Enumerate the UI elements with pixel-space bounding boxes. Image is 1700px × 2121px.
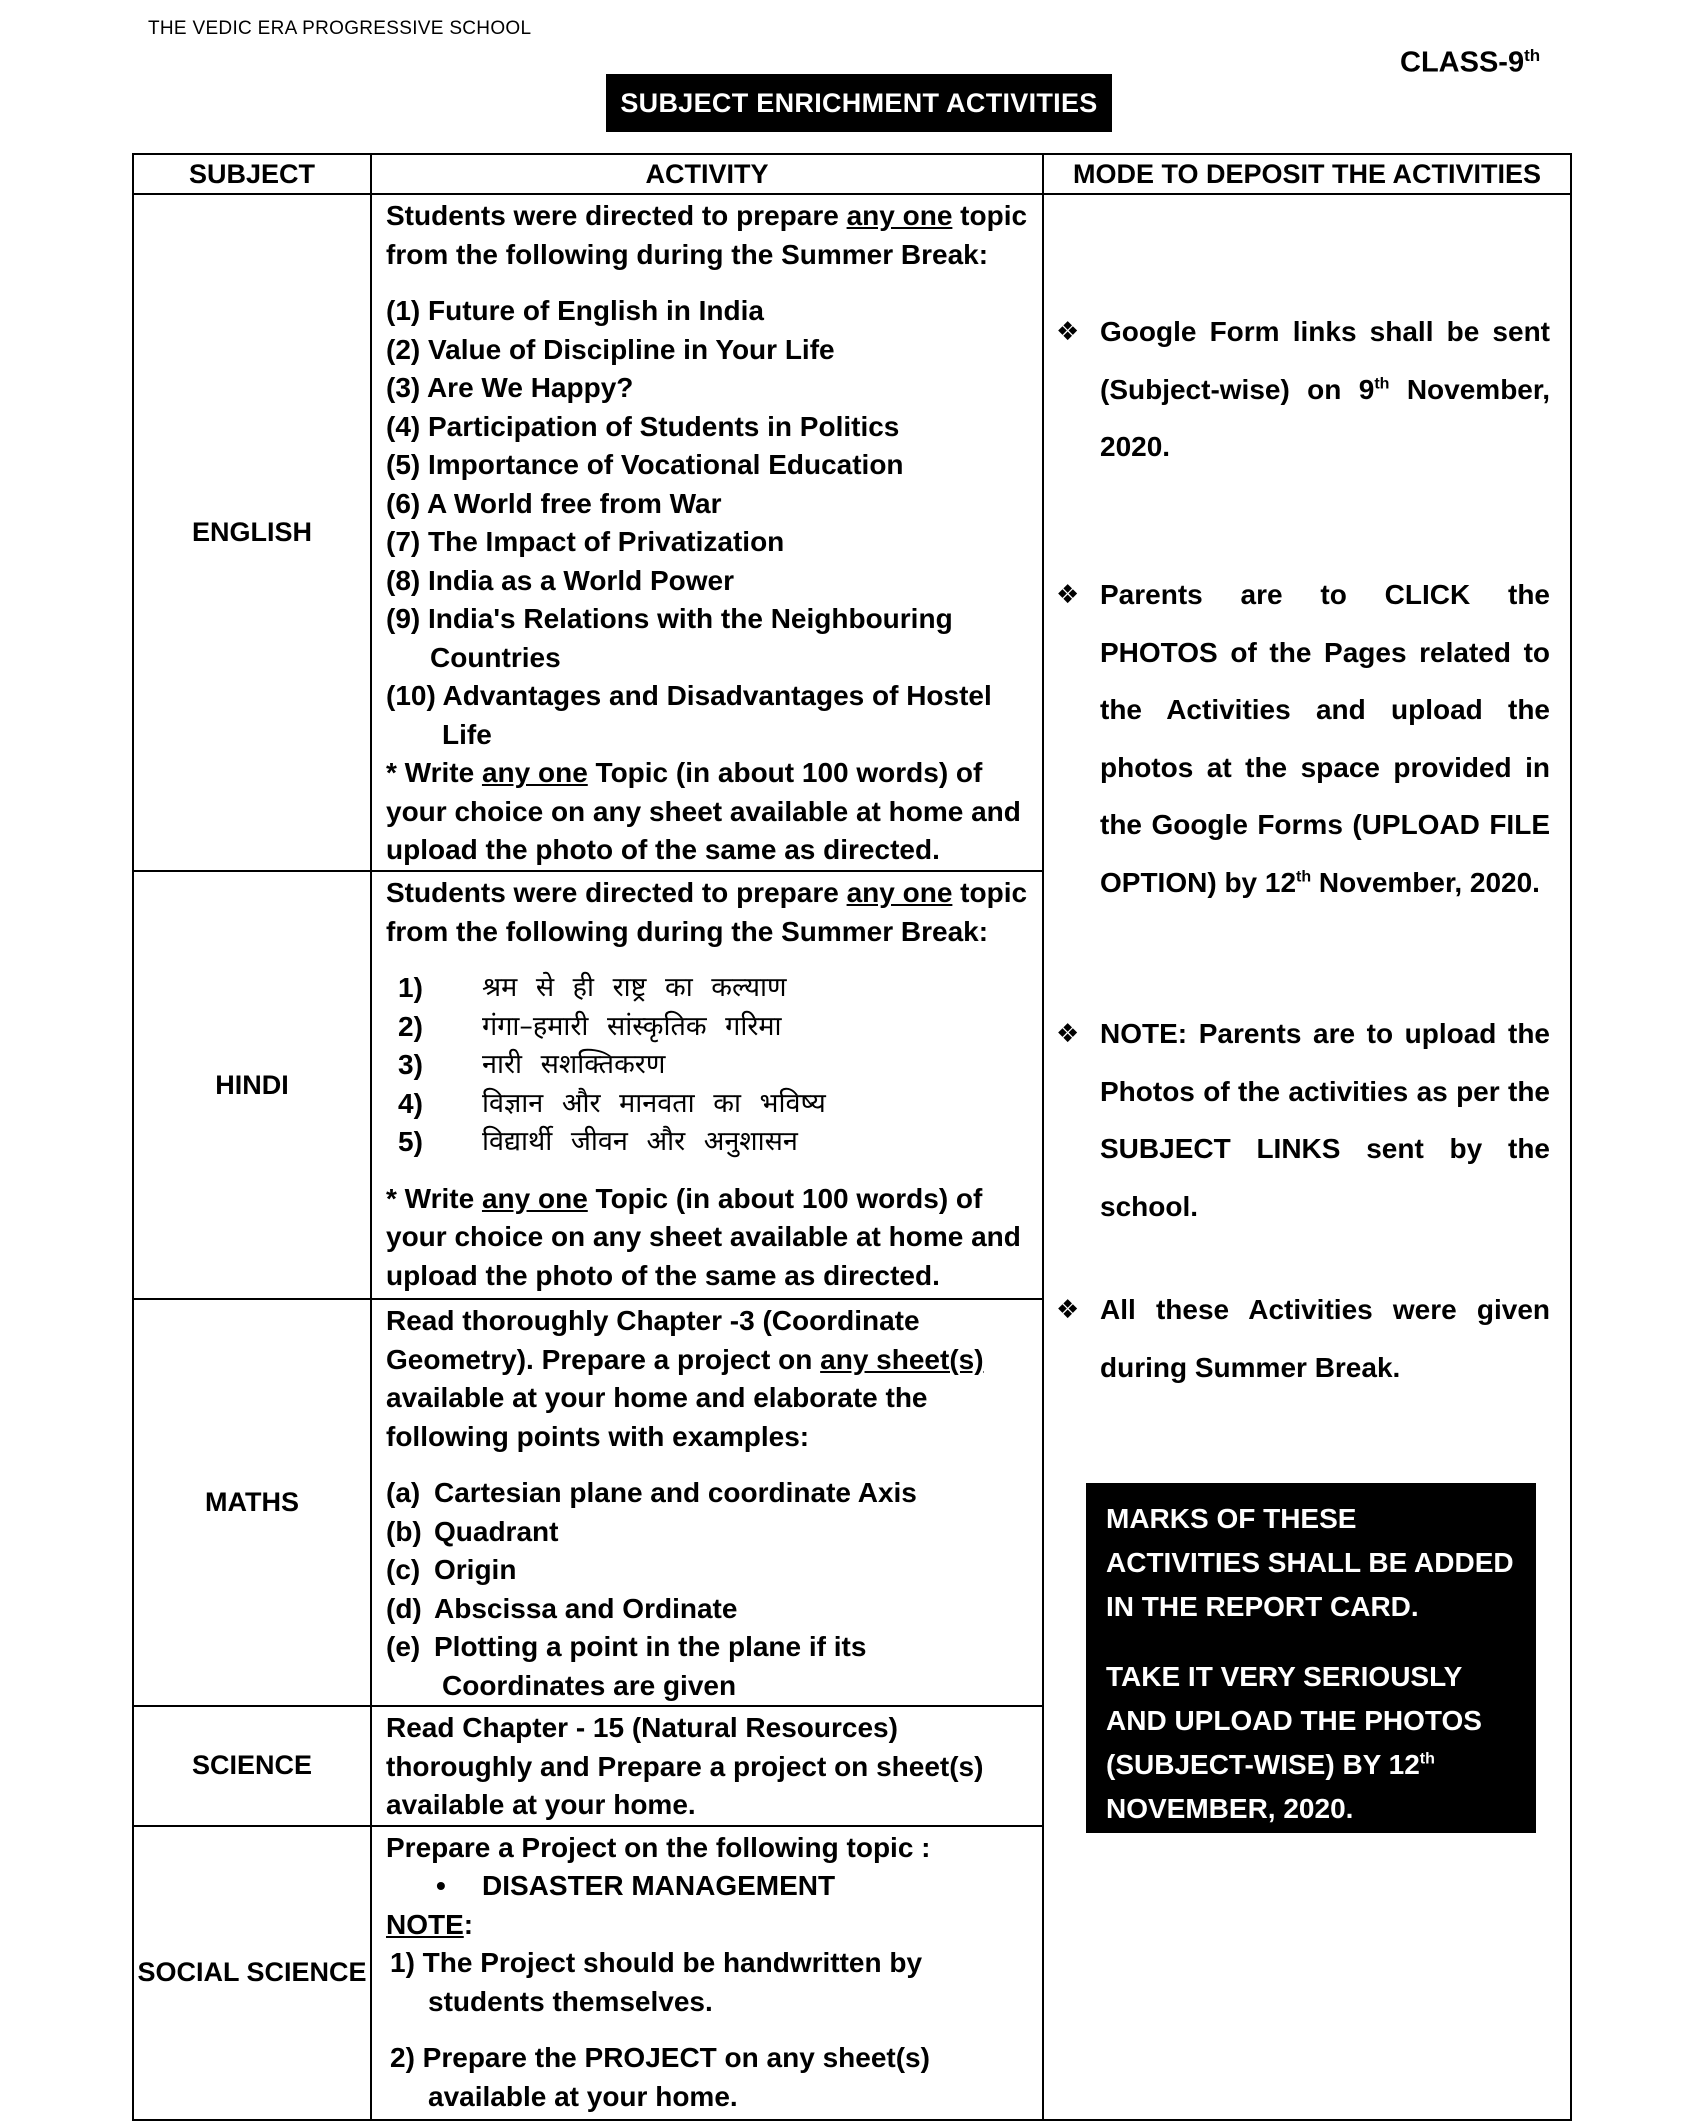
activity-hindi [371, 871, 1043, 1299]
social-note-2-cont: available at your home. [428, 2080, 738, 2112]
english-write-b: Topic (in about 100 words) of [587, 757, 983, 788]
marks-notice-box [1086, 1483, 1536, 1833]
social-note-1: 1) The Project should be handwritten by [390, 1947, 923, 1978]
english-write-underline: any one [481, 757, 588, 788]
social-note-underline: NOTE [386, 1908, 464, 1940]
hindi-intro-underline: any one [846, 877, 953, 908]
activity-social-science [371, 1826, 1043, 2121]
list-item-cont: Countries [430, 641, 561, 673]
subject-english: ENGLISH [133, 194, 371, 871]
hindi-topic: श्रम से ही राष्ट्र का कल्याण [482, 972, 787, 1003]
social-note-label [386, 1906, 1034, 1945]
social-note-colon: : [463, 1908, 474, 1940]
subject-science: SCIENCE [133, 1706, 371, 1826]
diamond-bullet-icon: ❖ [1056, 580, 1080, 610]
science-line1: Read Chapter - 15 (Natural Resources) [386, 1712, 898, 1743]
science-line3: available at your home. [386, 1789, 696, 1820]
column-header-activity: ACTIVITY [371, 154, 1043, 194]
list-item [386, 1085, 1034, 1124]
class-label [1400, 46, 1540, 80]
mode-bullet-3 [1056, 1005, 1700, 1235]
maths-line2-underline: any sheet(s) [820, 1343, 984, 1375]
list-item [386, 969, 1034, 1008]
column-header-mode: MODE TO DEPOSIT THE ACTIVITIES [1043, 154, 1571, 194]
english-write-line1 [386, 754, 1034, 793]
column-header-subject: SUBJECT [133, 154, 371, 194]
hindi-write-line2: your choice on any sheet available at home and [386, 1221, 1021, 1252]
table-header-row [133, 154, 1571, 194]
hindi-num: 2) [398, 1010, 423, 1042]
maths-point-text: Plotting a point in the plane if its [434, 1631, 867, 1662]
hindi-topic: विद्यार्थी जीवन और अनुशासन [482, 1126, 798, 1157]
list-item: (3) Are We Happy? [386, 372, 634, 403]
activity-science [371, 1706, 1043, 1826]
marks-2b: NOVEMBER, 2020. [1106, 1793, 1354, 1824]
english-intro-underline: any one [846, 200, 953, 231]
diamond-bullet-icon: ❖ [1056, 317, 1080, 347]
hindi-topic: विज्ञान और मानवता का भविष्य [482, 1087, 826, 1119]
school-name: THE VEDIC ERA PROGRESSIVE SCHOOL [148, 18, 532, 39]
mode-column [1043, 194, 1571, 2120]
maths-point-label: (b) [386, 1515, 422, 1547]
marks-notice-1: MARKS OF THESE ACTIVITIES SHALL BE ADDED IN THE REPORT CARD. [1106, 1503, 1514, 1622]
maths-point-text: Quadrant [434, 1515, 559, 1547]
hindi-write-a: * Write [386, 1182, 482, 1214]
mode-bullet-2 [1056, 566, 1700, 911]
social-note-2: 2) Prepare the PROJECT on any sheet(s) [390, 2042, 930, 2073]
social-note-1-cont: students themselves. [428, 1985, 713, 2017]
hindi-write-underline: any one [481, 1182, 588, 1214]
mode-b2-sup: th [1296, 868, 1312, 886]
english-intro-line1 [386, 197, 1034, 236]
mode-bullet-4 [1056, 1281, 1700, 1396]
mode-b2-b: November, 2020. [1311, 866, 1540, 898]
mode-bullet-2-text [1100, 566, 1550, 911]
maths-point-label: (e) [386, 1631, 421, 1662]
list-item: (4) Participation of Students in Politics [386, 410, 900, 442]
activity-english [371, 194, 1043, 871]
mode-b1-b: November, 2020. [1100, 373, 1550, 462]
maths-line2-a: Geometry). Prepare a project on [386, 1343, 821, 1375]
hindi-topic: नारी सशक्तिकरण [482, 1049, 666, 1080]
list-item [386, 1513, 1034, 1552]
list-item: (9) India's Relations with the Neighbouring [386, 603, 953, 634]
hindi-write-b: Topic (in about 100 words) of [587, 1182, 983, 1214]
subject-hindi: HINDI [133, 871, 371, 1299]
maths-line4: following points with examples: [386, 1420, 810, 1452]
class-label-sup: th [1524, 46, 1541, 65]
bullet-dot-icon: • [436, 1870, 446, 1901]
list-item: (5) Importance of Vocational Education [386, 449, 904, 480]
hindi-intro-b: topic [952, 877, 1028, 908]
maths-line1: Read thoroughly Chapter -3 (Coordinate [386, 1305, 920, 1336]
maths-point-text: Cartesian plane and coordinate Axis [434, 1477, 917, 1508]
english-intro-line2: from the following during the Summer Break: [386, 238, 989, 270]
mode-b1-sup: th [1374, 375, 1390, 393]
hindi-intro-a: Students were directed to prepare [386, 877, 847, 908]
maths-point-text: Origin [434, 1554, 517, 1585]
english-write-line3: upload the photo of the same as directed. [386, 834, 940, 865]
list-item [386, 1008, 1034, 1047]
table-row-english [133, 194, 1571, 871]
mode-bullet-1-text [1100, 303, 1550, 476]
list-item: (6) A World free from War [386, 487, 722, 519]
list-item-cont: Coordinates are given [442, 1669, 737, 1701]
list-item [386, 1123, 1034, 1162]
english-write-line2: your choice on any sheet available at home and [386, 795, 1021, 827]
list-item: (10) Advantages and Disadvantages of Hostel [386, 680, 992, 711]
list-item [386, 1474, 1034, 1513]
hindi-num: 5) [398, 1126, 423, 1157]
mode-bullet-3-text: NOTE: Parents are to upload the Photos of the activities as per the SUBJECT LINKS sent by the school. [1100, 1018, 1550, 1222]
list-item: (1) Future of English in India [386, 295, 764, 326]
hindi-num: 1) [398, 972, 423, 1003]
page-title: SUBJECT ENRICHMENT ACTIVITIES [606, 74, 1112, 132]
maths-point-label: (d) [386, 1592, 422, 1624]
social-line1: Prepare a Project on the following topic : [386, 1831, 931, 1863]
maths-point-text: Abscissa and Ordinate [434, 1592, 738, 1624]
list-item [386, 1551, 1034, 1590]
mode-b2-a: Parents are to CLICK the PHOTOS of the Pages related to the Activities and upload the photos at the space provided in the Google Forms (UPLOAD FILE OPTION) by 12 [1100, 579, 1550, 898]
hindi-num: 3) [398, 1049, 423, 1080]
hindi-topic: गंगा–हमारी सांस्कृतिक गरिमा [482, 1010, 782, 1042]
maths-line3: available at your home and elaborate the [386, 1382, 928, 1413]
list-item [386, 1590, 1034, 1629]
hindi-num: 4) [398, 1087, 423, 1119]
class-label-text: CLASS-9 [1400, 46, 1525, 79]
list-item-cont: Life [442, 718, 492, 750]
list-item [386, 1628, 1034, 1667]
activity-maths [371, 1299, 1043, 1706]
list-item: (2) Value of Discipline in Your Life [386, 333, 835, 365]
english-write-a: * Write [386, 757, 482, 788]
hindi-write-line3: upload the photo of the same as directed. [386, 1259, 940, 1291]
activities-table [132, 153, 1572, 2121]
english-intro-b: topic [952, 200, 1028, 231]
diamond-bullet-icon: ❖ [1056, 1019, 1080, 1049]
list-item: (8) India as a World Power [386, 564, 735, 596]
science-line2: thoroughly and Prepare a project on sheet(s) [386, 1750, 984, 1782]
subject-social-science: SOCIAL SCIENCE [133, 1826, 371, 2121]
marks-notice-2 [1106, 1655, 1516, 1831]
marks-2a: TAKE IT VERY SERIOUSLY AND UPLOAD THE PHOTOS (SUBJECT-WISE) BY 12 [1106, 1661, 1482, 1780]
maths-point-label: (c) [386, 1554, 421, 1585]
social-bullet [386, 1867, 1034, 1906]
hindi-intro-line1 [386, 874, 1034, 913]
social-bullet-text: DISASTER MANAGEMENT [482, 1870, 836, 1901]
english-intro-a: Students were directed to prepare [386, 200, 847, 231]
marks-2sup: th [1419, 1750, 1435, 1768]
list-item [386, 1046, 1034, 1085]
diamond-bullet-icon: ❖ [1056, 1295, 1080, 1325]
subject-maths: MATHS [133, 1299, 371, 1706]
list-item: (7) The Impact of Privatization [386, 526, 785, 557]
mode-b1-a: Google Form links shall be sent (Subject-wise) on 9 [1100, 316, 1550, 405]
maths-point-label: (a) [386, 1477, 421, 1508]
hindi-intro-line2: from the following during the Summer Break: [386, 915, 989, 947]
maths-line2 [386, 1341, 1034, 1380]
mode-bullet-1 [1056, 303, 1700, 476]
hindi-write-line1 [386, 1180, 1034, 1219]
mode-bullet-4-text: All these Activities were given during Summer Break. [1100, 1294, 1550, 1383]
